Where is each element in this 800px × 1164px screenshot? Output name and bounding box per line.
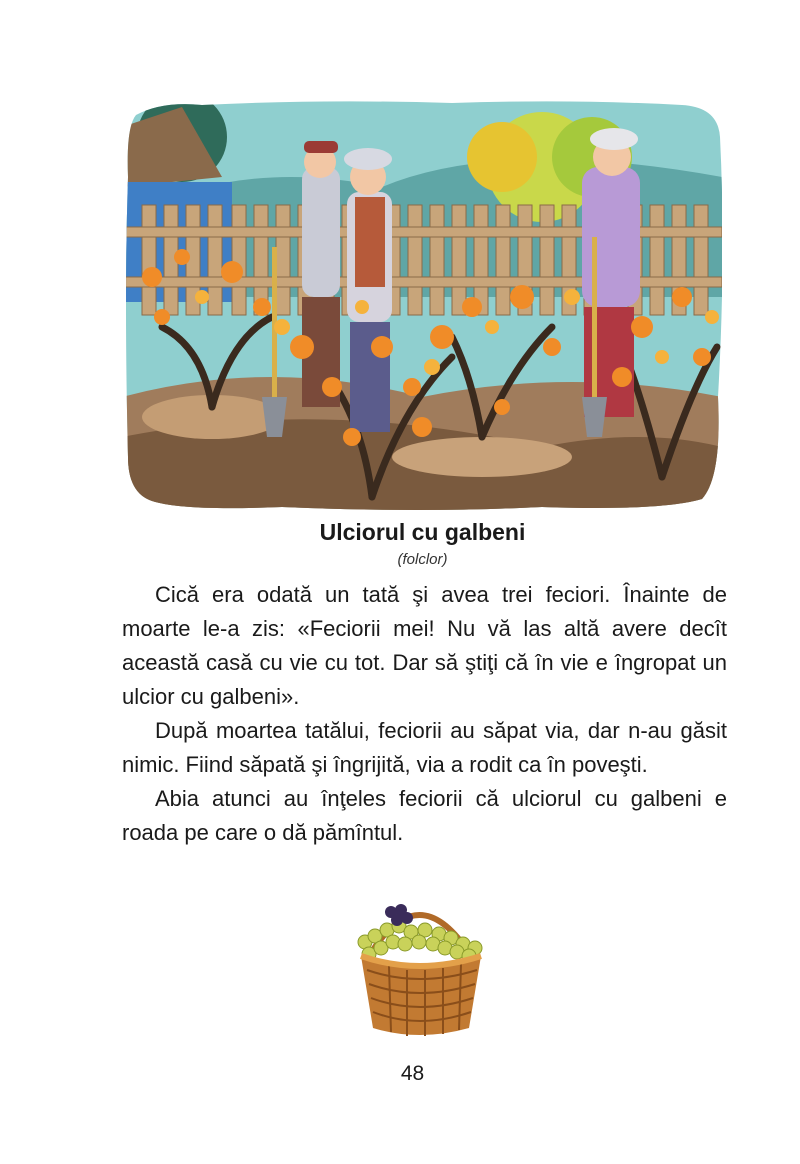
story-title: Ulciorul cu galbeni bbox=[319, 519, 526, 545]
vineyard-illustration bbox=[122, 97, 722, 512]
story-paragraph: Abia atunci au înţeles feciorii că ulciorul cu galbeni e roada pe care o dă pămîntul. bbox=[122, 786, 727, 845]
grape-basket-image bbox=[345, 890, 493, 1040]
story-paragraph: După moartea tatălui, feciorii au săpat via, dar n-au găsit nimic. Fiind săpată şi îngrijită, via a rodit ca în poveşti. bbox=[122, 718, 727, 777]
story-source: (folclor) bbox=[397, 551, 448, 568]
story-text bbox=[122, 578, 727, 850]
page-number: 48 bbox=[400, 1062, 425, 1085]
story-paragraph: Cică era odată un tată şi avea trei feciori. Înainte de moarte le-a zis: «Feciorii mei! Nu vă las altă avere decît această casă cu vie cu tot. Dar să ştiţi că în vie e îngropat un ulcior cu galbeni». bbox=[122, 582, 727, 709]
